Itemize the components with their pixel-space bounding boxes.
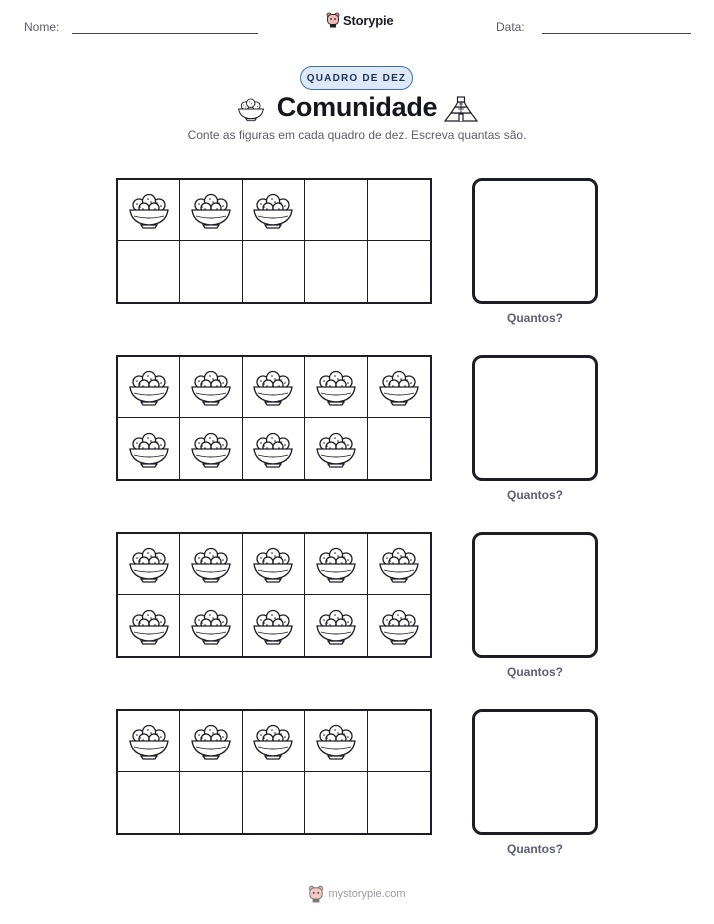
fruit-bowl-icon xyxy=(251,721,295,761)
ten-frame-cell xyxy=(118,418,180,479)
fruit-bowl-icon xyxy=(127,606,171,646)
ten-frame-cell xyxy=(243,241,305,302)
brand-logo xyxy=(326,12,393,28)
fruit-bowl-icon xyxy=(377,544,421,584)
answer-label: Quantos? xyxy=(507,488,563,502)
ten-frame xyxy=(116,355,432,481)
ten-frame-cell xyxy=(118,595,180,656)
ten-frame-cell xyxy=(305,241,367,302)
ten-frame-cell xyxy=(305,534,367,595)
fruit-bowl-icon xyxy=(314,544,358,584)
date-line[interactable] xyxy=(542,33,691,34)
fruit-bowl-icon xyxy=(189,721,233,761)
fruit-bowl-icon xyxy=(251,190,295,230)
fruit-bowl-icon xyxy=(314,721,358,761)
ten-frame-cell xyxy=(118,711,180,772)
ten-frame-cell xyxy=(118,534,180,595)
problem-1 xyxy=(0,178,714,338)
fruit-bowl-icon xyxy=(314,429,358,469)
ten-frame xyxy=(116,178,432,304)
instructions: Conte as figuras em cada quadro de dez. Escreva quantas são. xyxy=(187,128,527,142)
brand-name: Storypie xyxy=(343,12,394,28)
ten-frame-cell xyxy=(368,241,430,302)
ten-frame-cell xyxy=(243,357,305,418)
ten-frame-cell xyxy=(118,180,180,241)
ten-frame-cell xyxy=(118,357,180,418)
ten-frame-cell xyxy=(180,595,242,656)
answer-label: Quantos? xyxy=(507,665,563,679)
ten-frame-cell xyxy=(305,772,367,833)
storypie-mascot-icon xyxy=(308,885,324,903)
ten-frame-cell xyxy=(368,357,430,418)
footer xyxy=(0,885,714,903)
worksheet-type-badge: QUADRO DE DEZ xyxy=(300,66,413,90)
fruit-bowl-icon xyxy=(377,367,421,407)
problem-3 xyxy=(0,532,714,692)
ten-frame-cell xyxy=(305,595,367,656)
fruit-bowl-icon xyxy=(314,367,358,407)
ten-frame-cell xyxy=(118,772,180,833)
fruit-bowl-icon xyxy=(251,367,295,407)
fruit-bowl-icon xyxy=(127,721,171,761)
fruit-bowl-icon xyxy=(127,190,171,230)
answer-box[interactable] xyxy=(472,709,598,835)
fruit-bowl-icon xyxy=(189,606,233,646)
problem-2 xyxy=(0,355,714,515)
storypie-mascot-icon xyxy=(326,12,340,28)
answer-label: Quantos? xyxy=(507,311,563,325)
fruit-bowl-icon xyxy=(314,606,358,646)
ten-frame-cell xyxy=(180,534,242,595)
ten-frame xyxy=(116,709,432,835)
answer-label: Quantos? xyxy=(507,842,563,856)
ten-frame-cell xyxy=(243,595,305,656)
ten-frame-cell xyxy=(243,534,305,595)
ten-frame-cell xyxy=(368,180,430,241)
ten-frame-cell xyxy=(118,241,180,302)
ten-frame-cell xyxy=(243,418,305,479)
fruit-bowl-icon xyxy=(127,367,171,407)
ten-frame-cell xyxy=(180,241,242,302)
ten-frame-cell xyxy=(180,711,242,772)
ten-frame-cell xyxy=(305,711,367,772)
ten-frame-cell xyxy=(243,180,305,241)
name-label: Nome: xyxy=(24,20,60,34)
title-row xyxy=(0,92,714,126)
ten-frame-cell xyxy=(180,418,242,479)
ten-frame-cell xyxy=(368,534,430,595)
ten-frame-cell xyxy=(180,772,242,833)
fruit-bowl-icon xyxy=(189,544,233,584)
answer-box[interactable] xyxy=(472,355,598,481)
fruit-bowl-icon xyxy=(189,429,233,469)
problem-4 xyxy=(0,709,714,869)
ten-frame-cell xyxy=(305,180,367,241)
date-label: Data: xyxy=(496,20,525,34)
footer-url: mystorypie.com xyxy=(328,888,406,900)
ten-frame-cell xyxy=(368,772,430,833)
answer-box[interactable] xyxy=(472,178,598,304)
fruit-bowl-icon xyxy=(189,367,233,407)
ten-frame-cell xyxy=(180,180,242,241)
answer-box[interactable] xyxy=(472,532,598,658)
ten-frame-cell xyxy=(243,711,305,772)
page-title: Comunidade xyxy=(276,92,438,122)
pyramid-temple-icon xyxy=(444,94,478,122)
fruit-bowl-icon xyxy=(251,429,295,469)
ten-frame-cell xyxy=(368,595,430,656)
ten-frame-cell xyxy=(180,357,242,418)
fruit-bowl-icon xyxy=(189,190,233,230)
fruit-bowl-icon xyxy=(127,544,171,584)
ten-frame-cell xyxy=(368,711,430,772)
fruit-bowl-icon xyxy=(251,544,295,584)
fruit-bowl-icon xyxy=(127,429,171,469)
name-line[interactable] xyxy=(72,33,258,34)
fruit-bowl-icon xyxy=(377,606,421,646)
ten-frame-cell xyxy=(305,418,367,479)
ten-frame xyxy=(116,532,432,658)
ten-frame-cell xyxy=(305,357,367,418)
fruit-bowl-icon xyxy=(251,606,295,646)
ten-frame-cell xyxy=(368,418,430,479)
ten-frame-cell xyxy=(243,772,305,833)
